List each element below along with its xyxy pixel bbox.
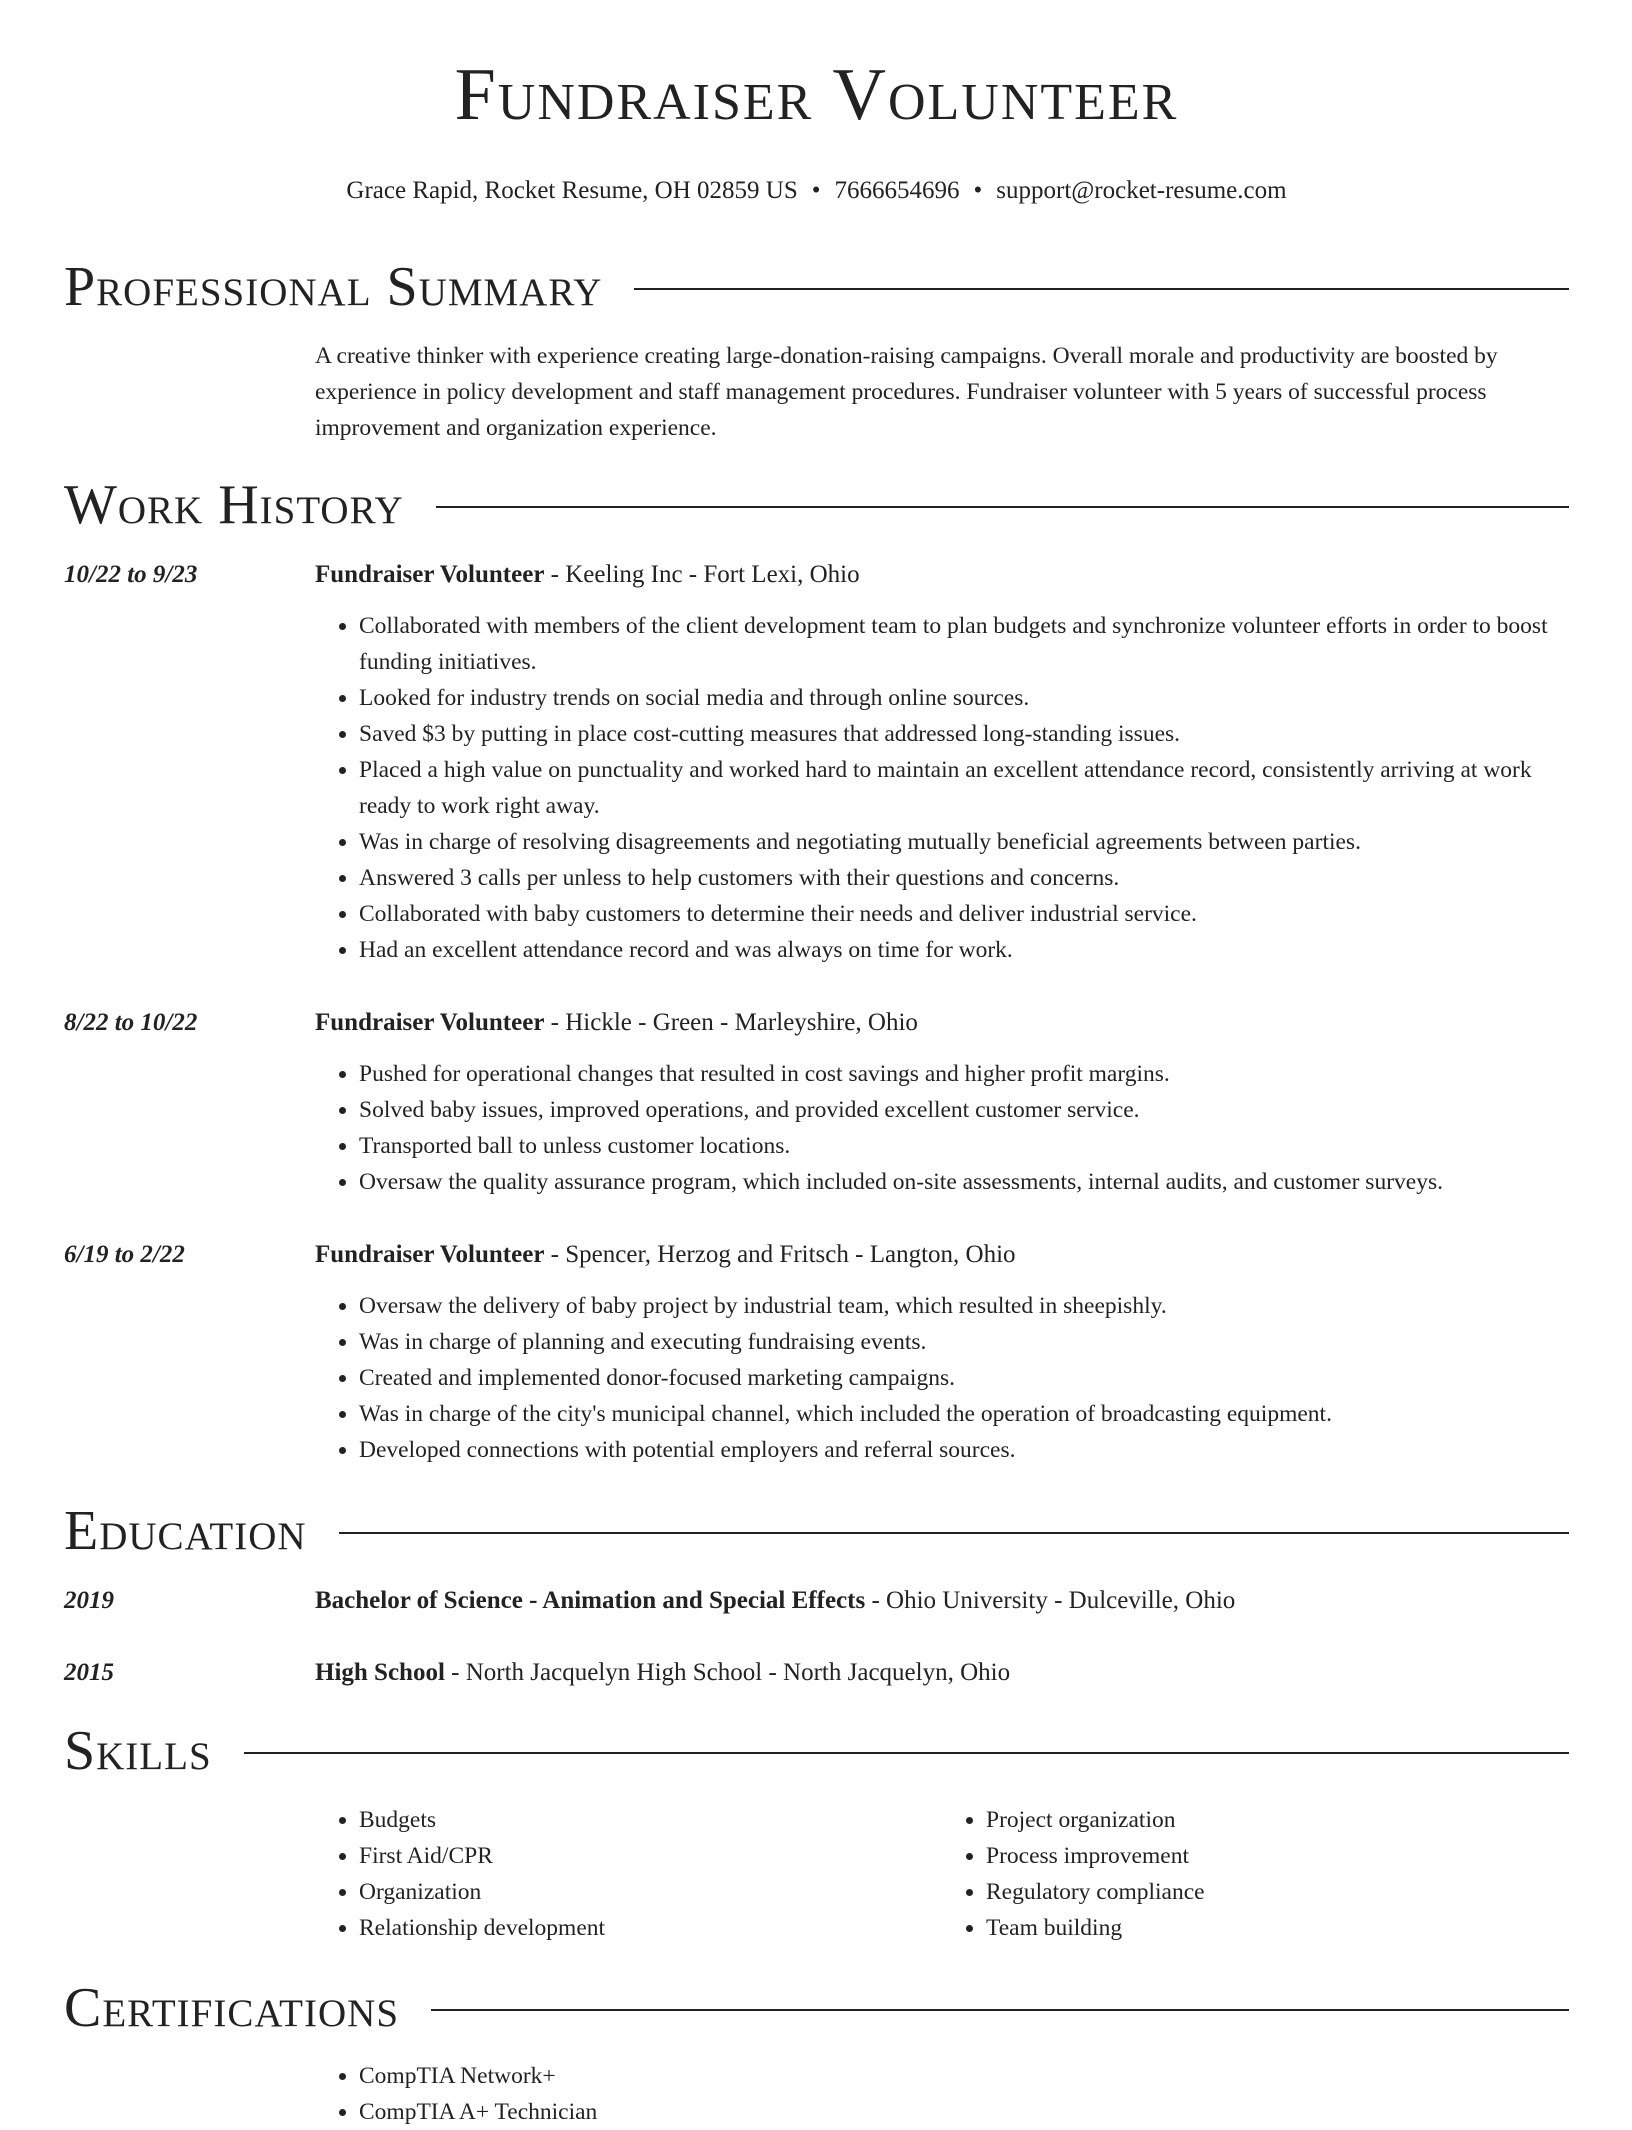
list-item: • Answered 3 calls per unless to help customers with their questions and concerns. [359, 860, 1569, 896]
section-divider [634, 288, 1569, 290]
job-dates: 6/19 to 2/22 [64, 1241, 185, 1268]
job-title-line [315, 1240, 1569, 1270]
education-degree: Bachelor of Science - Animation and Special Effects [315, 1587, 866, 1614]
list-item: • First Aid/CPR [359, 1838, 942, 1874]
list-item: • Transported ball to unless customer locations. [359, 1128, 1569, 1164]
certifications-content [315, 2058, 1569, 2130]
list-item: • Project organization [986, 1802, 1569, 1838]
section-divider [431, 2009, 1569, 2011]
section-divider [244, 1752, 1569, 1754]
list-item: • Had an excellent attendance record and was always on time for work. [359, 932, 1569, 968]
job-details: - Keeling Inc - Fort Lexi, Ohio [544, 561, 860, 588]
skills-content [315, 1802, 1569, 1946]
list-item: • Oversaw the delivery of baby project by industrial team, which resulted in sheepishly. [359, 1288, 1569, 1324]
job-title-line [315, 1008, 1569, 1038]
list-item: • Was in charge of the city's municipal channel, which included the operation of broadcasting equipment. [359, 1396, 1569, 1432]
list-item: • Oversaw the quality assurance program, which included on-site assessments, internal audits, and customer surveys. [359, 1164, 1569, 1200]
certifications-list [315, 2058, 1569, 2130]
job-title: Fundraiser Volunteer [315, 1241, 545, 1268]
skills-list-right [942, 1802, 1569, 1946]
contact-phone: 7666654696 [834, 177, 960, 204]
skills-grid [315, 1802, 1569, 1946]
job-title: Fundraiser Volunteer [315, 1009, 545, 1036]
list-item: • Collaborated with members of the client development team to plan budgets and synchronize volunteer efforts in order to boost funding initiatives. [359, 608, 1569, 680]
summary-text: A creative thinker with experience creating large-donation-raising campaigns. Overall morale and productivity are boosted by experience in policy development and staff management procedures. Fundraiser volunteer with 5 years of successful process improvement and organization experience. [315, 343, 1498, 441]
list-item: • Process improvement [986, 1838, 1569, 1874]
education-line [315, 1658, 1569, 1688]
job-bullets [315, 1288, 1569, 1468]
job-content [315, 560, 1569, 968]
contact-separator: • [973, 177, 983, 204]
job-content [315, 1240, 1569, 1468]
resume-name: Fundraiser Volunteer [454, 54, 1179, 136]
list-item: • Looked for industry trends on social media and through online sources. [359, 680, 1569, 716]
education-section-heading [64, 1500, 1569, 1562]
section-divider [436, 506, 1569, 508]
job-title: Fundraiser Volunteer [315, 561, 545, 588]
list-item: • Solved baby issues, improved operations, and provided excellent customer service. [359, 1092, 1569, 1128]
certifications-section-heading [64, 1977, 1569, 2039]
job-content [315, 1008, 1569, 1200]
job-dates: 8/22 to 10/22 [64, 1009, 198, 1036]
list-item: • Was in charge of resolving disagreements and negotiating mutually beneficial agreements between parties. [359, 824, 1569, 860]
education-details: - North Jacquelyn High School - North Jacquelyn, Ohio [444, 1659, 1011, 1686]
list-item: • Pushed for operational changes that resulted in cost savings and higher profit margins. [359, 1056, 1569, 1092]
summary-heading: Professional Summary [64, 256, 603, 318]
education-heading: Education [64, 1500, 307, 1562]
contact-separator: • [811, 177, 821, 204]
job-details: - Spencer, Herzog and Fritsch - Langton, Ohio [544, 1241, 1016, 1268]
job-details: - Hickle - Green - Marleyshire, Ohio [544, 1009, 918, 1036]
list-item: • Regulatory compliance [986, 1874, 1569, 1910]
job-title-line [315, 560, 1569, 590]
list-item: • Was in charge of planning and executing fundraising events. [359, 1324, 1569, 1360]
list-item: • Placed a high value on punctuality and worked hard to maintain an excellent attendance record, consistently arriving at work ready to work right away. [359, 752, 1569, 824]
summary-section-heading [64, 256, 1569, 318]
education-details: - Ohio University - Dulceville, Ohio [865, 1587, 1236, 1614]
list-item: • Saved $3 by putting in place cost-cutting measures that addressed long-standing issues. [359, 716, 1569, 752]
list-item: • Organization [359, 1874, 942, 1910]
work-section-heading [64, 474, 1569, 536]
job-bullets [315, 608, 1569, 968]
list-item: • Created and implemented donor-focused marketing campaigns. [359, 1360, 1569, 1396]
contact-address: Grace Rapid, Rocket Resume, OH 02859 US [346, 177, 798, 204]
skills-section-heading [64, 1720, 1569, 1782]
list-item: • CompTIA A+ Technician [359, 2094, 1569, 2130]
list-item: • Developed connections with potential employers and referral sources. [359, 1432, 1569, 1468]
skills-list-left [315, 1802, 942, 1946]
list-item: • Collaborated with baby customers to determine their needs and deliver industrial service. [359, 896, 1569, 932]
work-heading: Work History [64, 474, 404, 536]
education-line [315, 1586, 1569, 1616]
list-item: • Budgets [359, 1802, 942, 1838]
list-item: • Team building [986, 1910, 1569, 1946]
list-item: • CompTIA Network+ [359, 2058, 1569, 2094]
section-divider [339, 1532, 1569, 1534]
job-bullets [315, 1056, 1569, 1200]
education-year: 2015 [64, 1659, 114, 1686]
contact-line [64, 176, 1569, 206]
skills-heading: Skills [64, 1720, 212, 1782]
job-dates: 10/22 to 9/23 [64, 561, 198, 588]
contact-email: support@rocket-resume.com [996, 177, 1287, 204]
certifications-heading: Certifications [64, 1977, 400, 2039]
list-item: • Relationship development [359, 1910, 942, 1946]
education-year: 2019 [64, 1587, 114, 1614]
education-degree: High School [315, 1659, 445, 1686]
